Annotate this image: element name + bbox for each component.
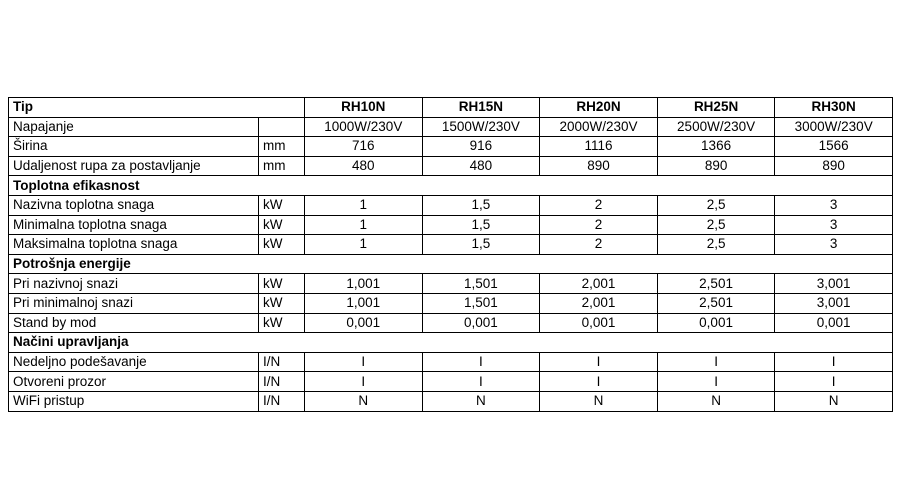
value-cell: 0,001 xyxy=(422,313,540,333)
value-cell: 1116 xyxy=(540,137,658,157)
value-cell: I xyxy=(422,372,540,392)
row-unit: kW xyxy=(259,235,305,255)
value-cell: 1,501 xyxy=(422,274,540,294)
value-cell: 2,501 xyxy=(657,293,775,313)
value-cell: 3,001 xyxy=(775,293,893,313)
section-heading: Toplotna efikasnost xyxy=(9,176,893,196)
value-cell: 3,001 xyxy=(775,274,893,294)
row-unit xyxy=(259,117,305,137)
specifications-table xyxy=(8,97,893,412)
row-label: Otvoreni prozor xyxy=(9,372,259,392)
table-row xyxy=(9,274,893,294)
row-unit: I/N xyxy=(259,391,305,411)
row-label: WiFi pristup xyxy=(9,391,259,411)
model-header: RH15N xyxy=(422,98,540,118)
row-label: Stand by mod xyxy=(9,313,259,333)
value-cell: 916 xyxy=(422,137,540,157)
table-row xyxy=(9,352,893,372)
value-cell: I xyxy=(775,352,893,372)
value-cell: 480 xyxy=(305,156,423,176)
value-cell: 1566 xyxy=(775,137,893,157)
value-cell: 3 xyxy=(775,235,893,255)
value-cell: N xyxy=(775,391,893,411)
value-cell: 2 xyxy=(540,215,658,235)
value-cell: 890 xyxy=(775,156,893,176)
value-cell: 2,5 xyxy=(657,215,775,235)
value-cell: 890 xyxy=(540,156,658,176)
section-row xyxy=(9,254,893,274)
row-unit: kW xyxy=(259,293,305,313)
header-row xyxy=(9,98,893,118)
table-row xyxy=(9,391,893,411)
section-row xyxy=(9,176,893,196)
value-cell: 3 xyxy=(775,195,893,215)
value-cell: N xyxy=(305,391,423,411)
model-header: RH10N xyxy=(305,98,423,118)
model-header: RH25N xyxy=(657,98,775,118)
row-label: Nedeljno podešavanje xyxy=(9,352,259,372)
value-cell: 716 xyxy=(305,137,423,157)
table-row xyxy=(9,117,893,137)
row-unit: I/N xyxy=(259,352,305,372)
value-cell: I xyxy=(657,372,775,392)
value-cell: 0,001 xyxy=(775,313,893,333)
value-cell: I xyxy=(657,352,775,372)
value-cell: 2,5 xyxy=(657,235,775,255)
value-cell: 2,501 xyxy=(657,274,775,294)
section-heading: Načini upravljanja xyxy=(9,333,893,353)
row-unit: mm xyxy=(259,156,305,176)
table-row xyxy=(9,293,893,313)
row-label: Nazivna toplotna snaga xyxy=(9,195,259,215)
value-cell: 480 xyxy=(422,156,540,176)
table-row xyxy=(9,156,893,176)
value-cell: 1366 xyxy=(657,137,775,157)
value-cell: 1500W/230V xyxy=(422,117,540,137)
row-label: Pri nazivnoj snazi xyxy=(9,274,259,294)
table-row xyxy=(9,313,893,333)
section-heading: Potrošnja energije xyxy=(9,254,893,274)
row-label: Minimalna toplotna snaga xyxy=(9,215,259,235)
value-cell: I xyxy=(422,352,540,372)
row-label: Maksimalna toplotna snaga xyxy=(9,235,259,255)
value-cell: 1,501 xyxy=(422,293,540,313)
value-cell: I xyxy=(305,372,423,392)
value-cell: 2000W/230V xyxy=(540,117,658,137)
row-label: Pri minimalnoj snazi xyxy=(9,293,259,313)
header-label: Tip xyxy=(9,98,305,118)
value-cell: 0,001 xyxy=(305,313,423,333)
row-label: Napajanje xyxy=(9,117,259,137)
value-cell: 0,001 xyxy=(657,313,775,333)
value-cell: 3000W/230V xyxy=(775,117,893,137)
value-cell: N xyxy=(540,391,658,411)
row-label: Širina xyxy=(9,137,259,157)
value-cell: 2 xyxy=(540,235,658,255)
model-header: RH20N xyxy=(540,98,658,118)
value-cell: 1 xyxy=(305,235,423,255)
row-label: Udaljenost rupa za postavljanje xyxy=(9,156,259,176)
row-unit: kW xyxy=(259,215,305,235)
row-unit: I/N xyxy=(259,372,305,392)
value-cell: N xyxy=(657,391,775,411)
value-cell: 0,001 xyxy=(540,313,658,333)
table-row xyxy=(9,235,893,255)
model-header: RH30N xyxy=(775,98,893,118)
value-cell: 1 xyxy=(305,195,423,215)
value-cell: 1,5 xyxy=(422,235,540,255)
row-unit: mm xyxy=(259,137,305,157)
value-cell: 2,5 xyxy=(657,195,775,215)
section-row xyxy=(9,333,893,353)
table-body xyxy=(9,117,893,411)
value-cell: I xyxy=(540,372,658,392)
row-unit: kW xyxy=(259,313,305,333)
value-cell: 2,001 xyxy=(540,274,658,294)
row-unit: kW xyxy=(259,274,305,294)
table-row xyxy=(9,195,893,215)
value-cell: 1,001 xyxy=(305,274,423,294)
value-cell: 1 xyxy=(305,215,423,235)
value-cell: N xyxy=(422,391,540,411)
value-cell: 2500W/230V xyxy=(657,117,775,137)
value-cell: 2 xyxy=(540,195,658,215)
table-row xyxy=(9,137,893,157)
row-unit: kW xyxy=(259,195,305,215)
value-cell: I xyxy=(540,352,658,372)
table-row xyxy=(9,372,893,392)
value-cell: 1,001 xyxy=(305,293,423,313)
value-cell: I xyxy=(775,372,893,392)
value-cell: 1,5 xyxy=(422,215,540,235)
value-cell: 3 xyxy=(775,215,893,235)
value-cell: 1,5 xyxy=(422,195,540,215)
value-cell: 890 xyxy=(657,156,775,176)
value-cell: 1000W/230V xyxy=(305,117,423,137)
value-cell: 2,001 xyxy=(540,293,658,313)
value-cell: I xyxy=(305,352,423,372)
table-row xyxy=(9,215,893,235)
